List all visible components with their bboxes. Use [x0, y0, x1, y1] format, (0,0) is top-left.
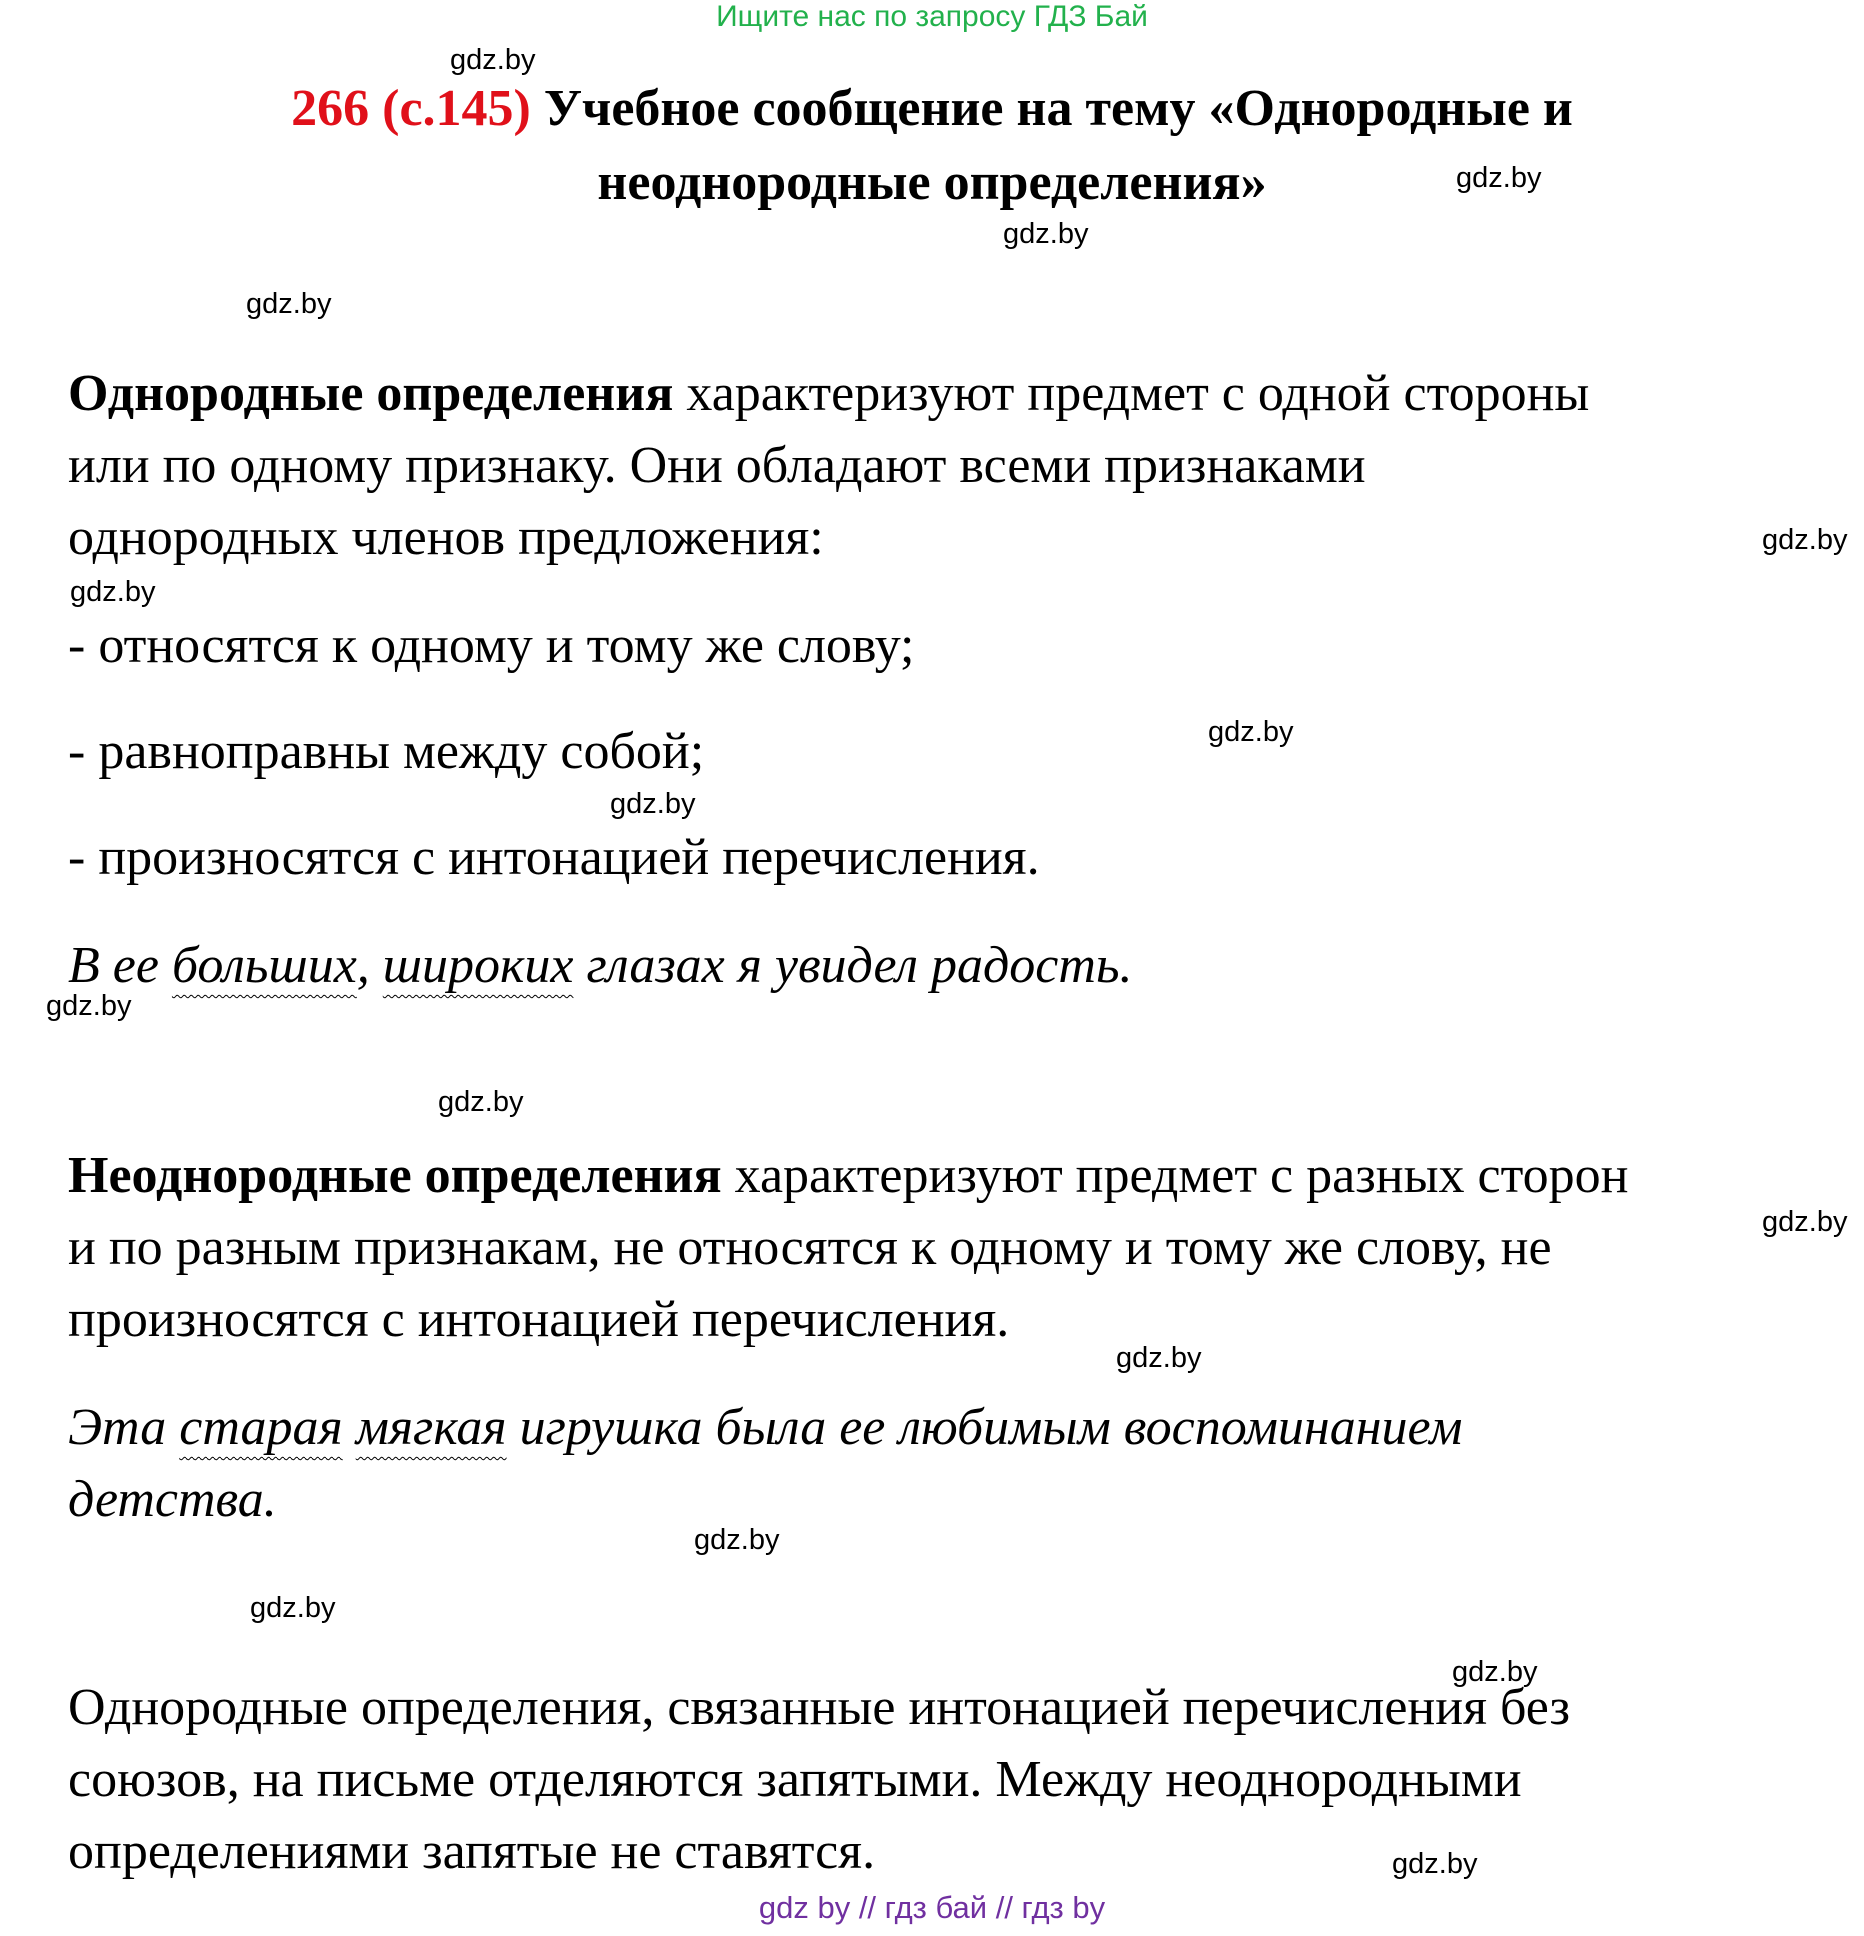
title-line-1: Учебное сообщение на тему «Однородные и — [543, 80, 1573, 137]
watermark: gdz.by — [250, 1592, 336, 1624]
exercise-number: 266 (с.145) — [291, 80, 531, 137]
example-text: игрушка была ее любимым воспоминанием — [506, 1399, 1463, 1456]
section1-line-1-text: характеризуют предмет с одной стороны — [673, 365, 1590, 422]
watermark: gdz.by — [694, 1524, 780, 1556]
section2-line-1-text: характеризуют предмет с разных сторон — [721, 1147, 1629, 1204]
example-text: глазах я увидел радость. — [573, 937, 1133, 994]
section1-line-2: или по одному признаку. Они обладают всеми признаками — [68, 437, 1366, 494]
example-text: Эта — [68, 1399, 180, 1456]
underlined-word: больших — [171, 937, 357, 994]
section2-line-1 — [68, 1140, 1628, 1212]
watermark: gdz.by — [1116, 1342, 1202, 1374]
watermark: gdz.by — [1392, 1848, 1478, 1880]
term-homogeneous: Однородные определения — [68, 365, 674, 422]
watermark: gdz.by — [46, 990, 132, 1022]
section1-line-3: однородных членов предложения: — [68, 509, 824, 566]
example-text: В ее — [68, 937, 172, 994]
section3-line-2: союзов, на письме отделяются запятыми. Между неоднородными — [68, 1751, 1522, 1808]
section1-line-1 — [68, 358, 1589, 430]
underlined-word: старая — [179, 1399, 343, 1456]
watermark: gdz.by — [70, 576, 156, 608]
watermark: gdz.by — [1762, 524, 1848, 556]
bullet-item: - произносятся с интонацией перечисления. — [68, 829, 1040, 886]
watermark: gdz.by — [1452, 1656, 1538, 1688]
term-heterogeneous: Неоднородные определения — [68, 1147, 722, 1204]
underlined-word: широких — [382, 937, 574, 994]
watermark: gdz.by — [1208, 716, 1294, 748]
example-heterogeneous-line-2: детства. — [68, 1471, 277, 1528]
example-heterogeneous — [68, 1392, 1463, 1464]
watermark: gdz.by — [1762, 1206, 1848, 1238]
page-title — [0, 72, 1864, 146]
section3-line-1: Однородные определения, связанные интонацией перечисления без — [68, 1679, 1571, 1736]
example-text: , — [356, 937, 383, 994]
watermark: gdz.by — [1003, 218, 1089, 250]
watermark: gdz.by — [438, 1086, 524, 1118]
watermark: gdz.by — [610, 788, 696, 820]
bullet-item: - относятся к одному и тому же слову; — [68, 617, 915, 674]
watermark: gdz.by — [1456, 162, 1542, 194]
bullet-item: - равноправны между собой; — [68, 723, 705, 780]
title-line-2: неоднородные определения» — [597, 154, 1267, 211]
section2-line-3: произносятся с интонацией перечисления. — [68, 1291, 1010, 1348]
example-homogeneous — [68, 930, 1133, 1002]
section3-line-3: определениями запятые не ставятся. — [68, 1823, 876, 1880]
footer-links: gdz by // гдз бай // гдз by — [758, 1890, 1106, 1925]
section2-line-2: и по разным признакам, не относятся к одному и тому же слову, не — [68, 1219, 1552, 1276]
example-text — [343, 1399, 356, 1456]
search-banner: Ищите нас по запросу ГДЗ Бай — [716, 0, 1148, 33]
watermark: gdz.by — [246, 288, 332, 320]
watermark: gdz.by — [450, 44, 536, 76]
underlined-word: мягкая — [355, 1399, 507, 1456]
